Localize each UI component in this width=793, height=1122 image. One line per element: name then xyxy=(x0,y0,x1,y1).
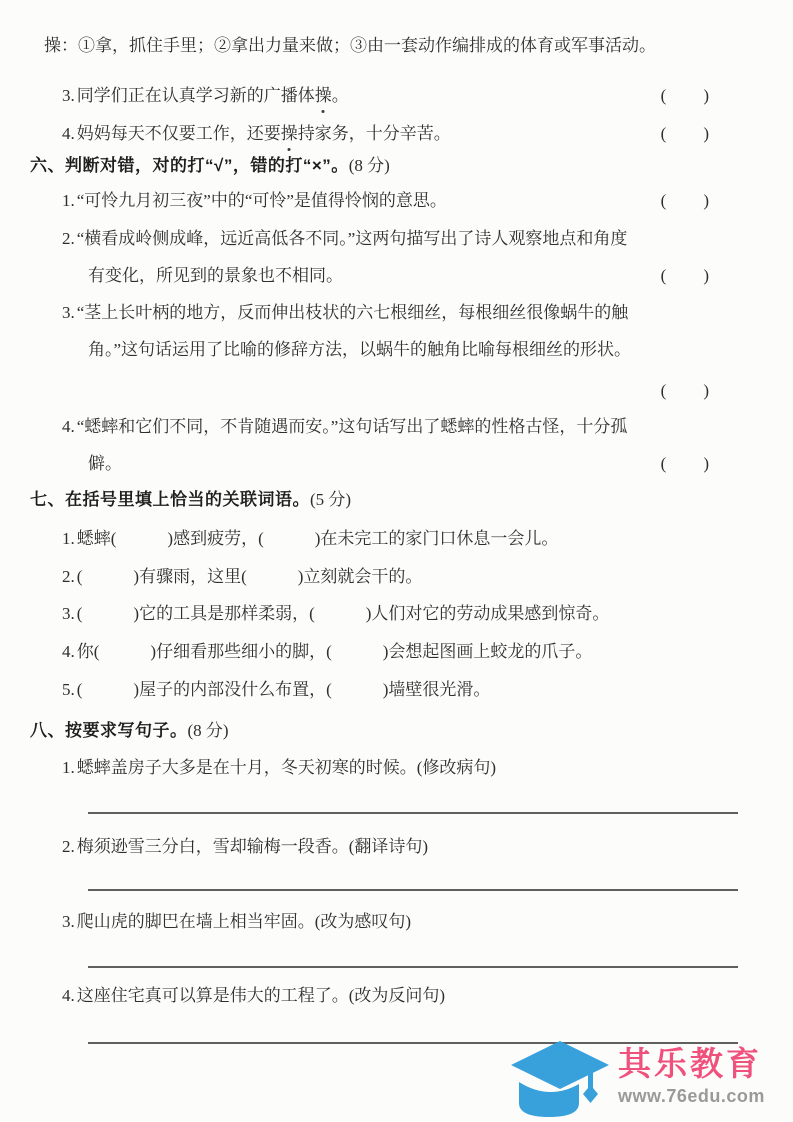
spacer xyxy=(62,379,661,403)
section-score: (8 分) xyxy=(348,156,390,175)
question-row xyxy=(62,602,738,626)
answer-writing-line xyxy=(88,889,738,891)
logo-text-block xyxy=(618,1041,765,1107)
question-text: ( )它的工具是那样柔弱，( )人们对它的劳动成果感到惊奇。 xyxy=(76,604,610,623)
question-number: 3. xyxy=(62,303,75,322)
question-number: 1. xyxy=(62,529,75,548)
brand-url: www.76edu.com xyxy=(618,1086,765,1106)
question-row xyxy=(62,756,738,780)
section-heading-8 xyxy=(30,719,229,743)
question-continuation xyxy=(88,452,738,476)
question-text: 这座住宅真可以算是伟大的工程了。(改为反问句) xyxy=(76,986,446,1005)
question-number: 4. xyxy=(62,124,75,143)
question-number: 3. xyxy=(62,912,75,931)
question-text: “可怜九月初三夜”中的“可怜”是值得怜悯的意思。 xyxy=(76,191,447,210)
question-text: “横看成岭侧成峰，远近高低各不同。”这两句描写出了诗人观察地点和角度 xyxy=(76,229,628,248)
emphasized-char: 操 xyxy=(281,122,298,146)
question-number: 5. xyxy=(62,680,75,699)
question-text: 角。”这句话运用了比喻的修辞方法，以蜗牛的触角比喻每根细丝的形状。 xyxy=(88,340,632,359)
brand-name: 其乐教育 xyxy=(618,1045,762,1082)
question-row xyxy=(62,910,738,934)
question-text: 同学们正在认真学习新的广播体操。 xyxy=(77,84,349,108)
question-text: “茎上长叶柄的地方，反而伸出枝状的六七根细丝，每根细丝很像蜗牛的触 xyxy=(76,303,629,322)
question-row xyxy=(62,84,738,108)
spacer xyxy=(451,122,661,146)
spacer xyxy=(447,189,661,213)
answer-only-row xyxy=(62,379,738,403)
spacer xyxy=(122,452,661,476)
answer-parentheses: ( ) xyxy=(660,191,710,210)
question-text: ( )有骤雨，这里( )立刻就会干的。 xyxy=(76,567,423,586)
section-title: 六、判断对错，对的打“√”，错的打“×”。 xyxy=(30,156,349,175)
section-title: 七、在括号里填上恰当的关联词语。 xyxy=(30,490,310,509)
answer-parentheses: ( ) xyxy=(660,86,710,105)
question-row xyxy=(62,301,738,325)
question-row xyxy=(62,565,738,589)
question-text: 蟋蟀( )感到疲劳，( )在未完工的家门口休息一会儿。 xyxy=(76,529,559,548)
answer-parentheses: ( ) xyxy=(660,266,710,285)
section-heading-6 xyxy=(30,154,390,178)
question-row xyxy=(62,984,738,1008)
spacer xyxy=(343,264,661,288)
question-number: 4. xyxy=(62,986,75,1005)
question-number: 3. xyxy=(62,604,75,623)
question-continuation xyxy=(88,338,738,362)
emphasized-char: 操 xyxy=(315,84,332,108)
question-number: 2. xyxy=(62,837,75,856)
question-text: 蟋蟀盖房子大多是在十月，冬天初寒的时候。(修改病句) xyxy=(76,758,497,777)
question-number: 2. xyxy=(62,229,75,248)
section-heading-7 xyxy=(30,488,351,512)
question-text: 僻。 xyxy=(88,454,122,473)
question-number: 4. xyxy=(62,417,75,436)
question-number: 1. xyxy=(62,758,75,777)
question-row xyxy=(62,640,738,664)
answer-parentheses: ( ) xyxy=(660,381,710,400)
question-text: 你( )仔细看那些细小的脚，( )会想起图画上蛟龙的爪子。 xyxy=(76,642,593,661)
answer-writing-line xyxy=(88,966,738,968)
question-row xyxy=(62,415,738,439)
question-text: 有变化，所见到的景象也不相同。 xyxy=(88,266,343,285)
question-text: “蟋蟀和它们不同，不肯随遇而安。”这句话写出了蟋蟀的性格古怪，十分孤 xyxy=(76,417,628,436)
answer-parentheses: ( ) xyxy=(660,454,710,473)
question-row xyxy=(62,527,738,551)
question-text: 爬山虎的脚巴在墙上相当牢固。(改为感叹句) xyxy=(76,912,412,931)
question-row xyxy=(62,122,738,146)
question-row xyxy=(62,227,738,251)
section-score: (5 分) xyxy=(310,490,352,509)
section-score: (8 分) xyxy=(187,721,229,740)
section-title: 八、按要求写句子。 xyxy=(30,721,188,740)
question-row xyxy=(62,678,738,702)
question-row xyxy=(62,835,738,859)
question-number: 2. xyxy=(62,567,75,586)
question-text: ( )屋子的内部没什么布置，( )墙壁很光滑。 xyxy=(76,680,491,699)
question-text: 梅须逊雪三分白，雪却输梅一段香。(翻译诗句) xyxy=(76,837,429,856)
question-number: 1. xyxy=(62,191,75,210)
word-definition-line: 操：①拿，抓住手里；②拿出力量来做；③由一套动作编排成的体育或军事活动。 xyxy=(44,36,656,55)
question-row xyxy=(62,189,738,213)
question-text: 妈妈每天不仅要工作，还要操持家务，十分辛苦。 xyxy=(77,122,451,146)
answer-parentheses: ( ) xyxy=(660,124,710,143)
question-number: 3. xyxy=(62,86,75,105)
question-number: 4. xyxy=(62,642,75,661)
answer-writing-line xyxy=(88,812,738,814)
brand-logo xyxy=(508,1041,765,1119)
spacer xyxy=(349,84,661,108)
graduation-cap-icon xyxy=(508,1041,610,1119)
question-continuation xyxy=(88,264,738,288)
